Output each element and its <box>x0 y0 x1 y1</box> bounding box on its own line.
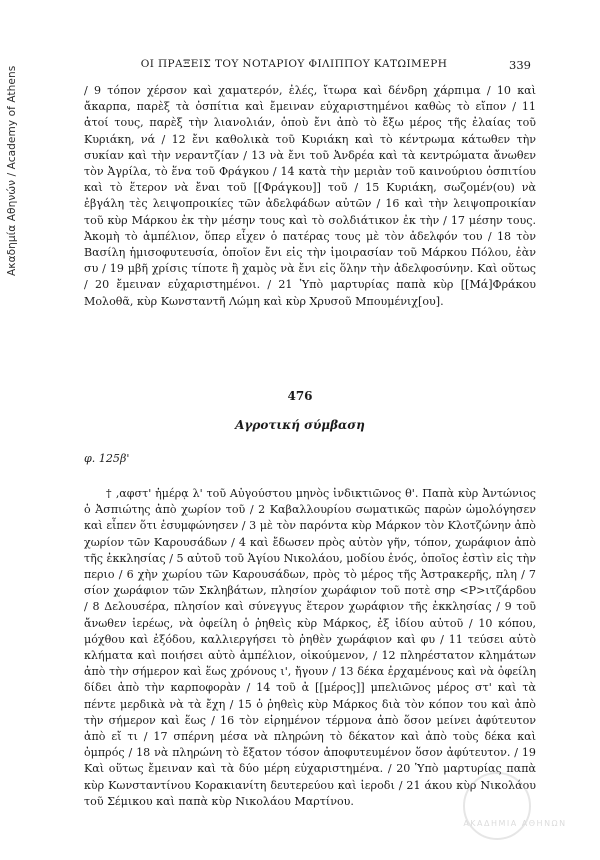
document-title: Αγροτική σύμβαση <box>235 418 365 432</box>
academy-stamp-watermark <box>440 772 590 844</box>
previous-document-paragraph: / 9 τόπον χέρσον καὶ χαματερόν, ἐλές, ἴτωρα καὶ δένδρη χάρπιμα / 10 καὶ ἄκαρπα, παρὲξ τὰ ὀσπίτια καὶ ἔμειναν εὐχαριστημένοι καθὼς τὸ εἴπον / 11 ἀτοί τους, παρὲξ τὴν λιανολιάν, ὁποὺ ἔνι ἀπὸ τὸ ἔξω μέρος τῆς ἐλαίας τοῦ Κυριάκη, νά / 12 ἔνι καθολικὰ τοῦ Κυριάκη καὶ τὸ κέντρωμα κάτωθεν τὴν συκίαν καὶ τὴν νεραντζίαν / 13 νὰ ἔνι τοῦ Ἀνδρέα καὶ τὰ κεντρώματα ἄνωθεν τὸν Ἀγρίλα, τὸ ἕνα τοῦ Φράγκου / 14 κατὰ τὴν μεριὰν τοῦ καινούριου ὀσπιτίου καὶ τὸ ἕτερον νὰ ἔναι τοῦ [[Φράγκου]] τοῦ / 15 Κυριάκη, σωζομέν(ου) νὰ ἐβγάλη τὲς λειψοπροικίες τῶν ἀδελφάδων αὐτῶν / 16 καὶ τὴν λειψοπροικίαν τοῦ κὺρ Μάρκου ἐκ τὴν μέσην τους καὶ τὸ σολδιάτικον ἐκ τὴν / 17 μέσην τους. Ἀκομὴ τὸ ἀμπέλιον, ὅπερ εἶχεν ὁ πατέρας τους μὲ τὸν ἀδελφόν του / 18 τὸν Βασίλη ἡμισοφυτευσία, ὁποῖον ἔνι εἰς τὴν ἱμοιρασίαν τοῦ Μάρκου Πόλου, ἐὰν συ / 19 μβῆ χρίσις τίποτε ἢ χαμὸς νὰ ἔνι εἰς ὅλην τὴν ἀδελφοσύνην. Καὶ οὕτως / 20 ἔμειναν εὐχαριστημένοι. / 21 Ὑπὸ μαρτυρίας παπὰ κὺρ [[Μά]Φράκου Μολοθᾶ, κὺρ Κωνσταντῆ Λώμη καὶ κὺρ Χρυσοῦ Μπουμένιχ[ου]. <box>84 84 536 308</box>
stamp-text: ΑΚΑΔΗΜΙΑ ΑΘΗΝΩΝ <box>463 819 567 828</box>
document-paragraph: † ‚αφστ' ἡμέρᾳ λ' τοῦ Αὐγούστου μηνὸς ἰνδικτιῶνος θ'. Παπὰ κὺρ Ἀντώνιος ὁ Ἀσπιώτης ἀπὸ χωρίον τοῦ / 2 Καβαλλουρίου σωματικῶς παρὼν ὡμολόγησεν καὶ εἶπεν ὅτι ἐσυμφώνησεν / 3 μὲ τὸν παρόντα κὺρ Μάρκον τὸν Κλοτζώνην ἀπὸ χωρίον τῶν Καρουσάδων / 4 καὶ ἔδωσεν πρὸς αὐτὸν γῆν, τόπον, χωράφιον ἀπὸ τῆς ἐκκλησίας / 5 αὐτοῦ τοῦ Ἁγίου Νικολάου, μοδίου ἑνός, ὁποῖος ἐστὶν εἰς τὴν περιο / 6 χὴν χωρίου τῶν Καρουσάδων, πρὸς τὸ μέρος τῆς Ἀστρακερῆς, πλη / 7 σίον χωράφιον τῶν Σκληβάτων, πλησίον χωράφιον τοῦ ποτὲ σηρ <Ρ>ιτζάρδου / 8 Δελουσέρα, πλησίον καὶ σύνεγγυς ἕτερον χωράφιον τῆς ἐκκλησίας / 9 τοῦ ἄνωθεν ἱερέως, νὰ ὀφείλη ὁ ῥηθεὶς κὺρ Μάρκος, ἐξ ἰδίου αὐτοῦ / 10 κόπου, μόχθου καὶ ἐξόδου, καλλιεργήσει τὸ ῥηθὲν χωράφιον καὶ φυ / 11 τεύσει αὐτὸ κλήματα καὶ ποιήσει αὐτὸ ἀμπέλιον, οἰκούμενον, / 12 πληρέστατον κλημάτων ἀπὸ τὴν σήμερον καὶ ἕως χρόνους ι', ἤγουν / 13 δέκα ἐρχαμένους καὶ νὰ ὀφείλη δίδει ἀπὸ τὴν καρποφορὰν / 14 τοῦ ἀ [[μέρος]] μπελιῶνος μέρος στ' καὶ τὰ πέντε μερδικὰ νὰ τὰ ἔχη / 15 ὁ ῥηθεὶς κὺρ Μάρκος διὰ τὸν κόπον του καὶ ἀπὸ τὴν σήμερον καὶ ἕως / 16 τὸν εἰρημένον τέρμονα ἀπὸ ὅσον μείνει ἀφύτευτον ἀπὸ εἴ τι / 17 σπέρνη μέσα νὰ πληρώνη τὸ δέκατον καὶ ἀπὸ τοὺς δέκα καὶ ὀμπρός / 18 νὰ πληρώνη τὸ ἔξατον τόσον ἀποφυτευμένον ὅσον ἀφύτευτον. / 19 Καὶ οὕτως ἔμειναν καὶ τὰ δύο μέρη εὐχαριστημένα. / 20 Ὑπὸ μαρτυρίας παπὰ κὺρ Κωνσταντίνου Κορακιανίτη δευτερεύου καὶ ἱεροδι / 21 άκου κὺρ Νικολάου τοῦ Σέμικου καὶ παπὰ κὺρ Νικολάου Μαρτίνου. <box>84 487 536 808</box>
running-title: ΟΙ ΠΡΑΞΕΙΣ ΤΟΥ ΝΟΤΑΡΙΟΥ ΦΙΛΙΠΠΟΥ ΚΑΤΩΙΜΕΡΗ <box>140 58 448 70</box>
archive-watermark: Ακαδημία Αθηνών / Academy of Athens <box>6 65 18 276</box>
document-number: 476 <box>287 389 313 403</box>
stamp-emblem-icon <box>463 772 531 840</box>
page-number: 339 <box>509 58 531 72</box>
previous-document-text <box>84 83 536 310</box>
document-text <box>84 486 536 810</box>
running-header <box>0 58 600 72</box>
folio-reference: φ. 125β' <box>84 452 130 465</box>
